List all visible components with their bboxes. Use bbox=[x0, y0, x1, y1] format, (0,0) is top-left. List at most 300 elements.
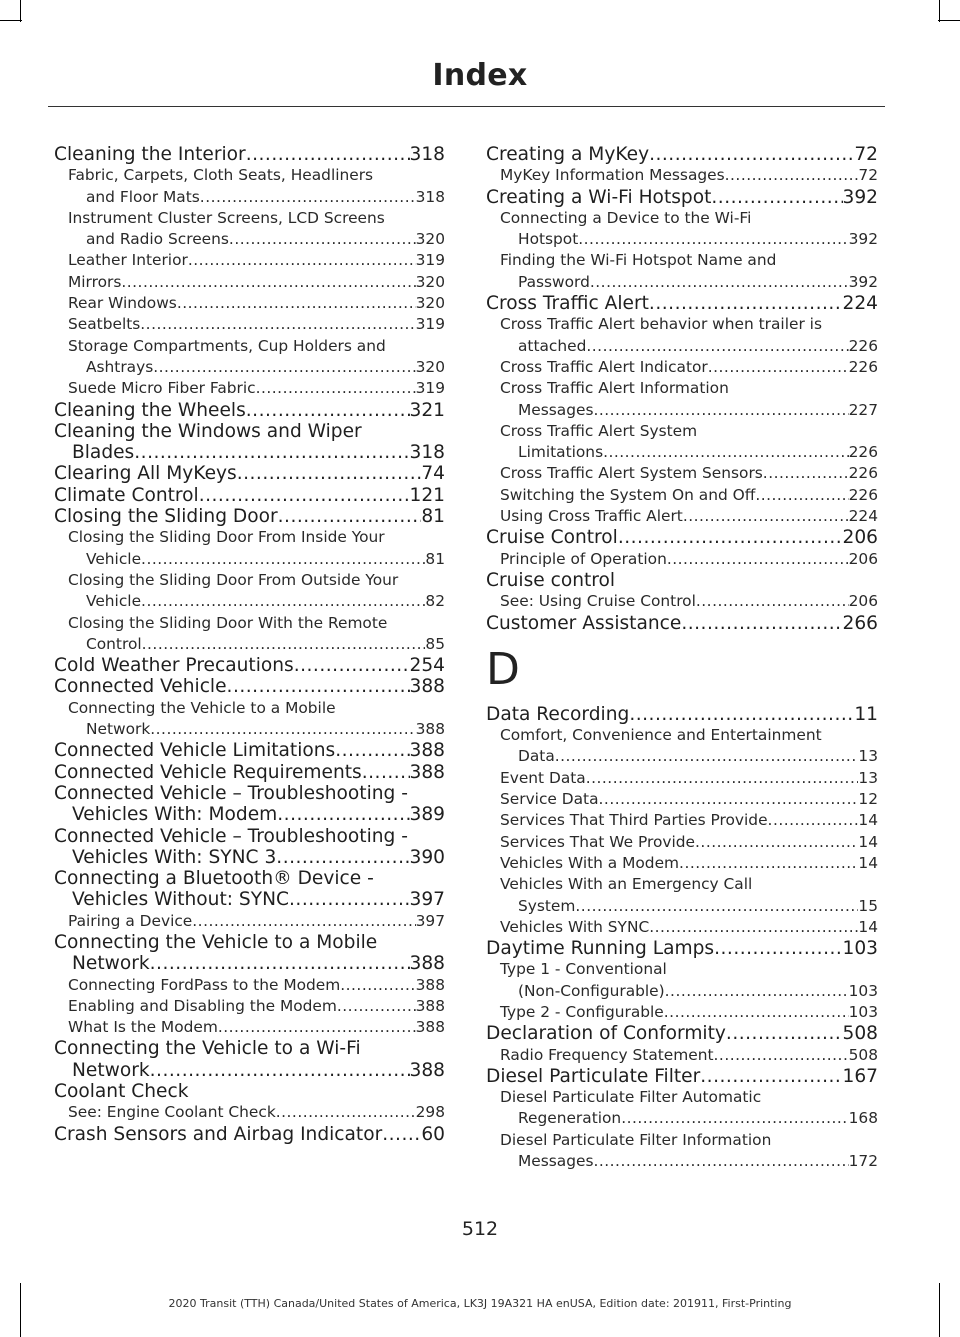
dot-leader bbox=[337, 996, 416, 1017]
dot-leader bbox=[590, 272, 849, 293]
crop-mark-top-right-h bbox=[938, 20, 960, 21]
index-entry-text: Vehicle bbox=[86, 592, 142, 611]
index-subentry bbox=[486, 789, 878, 810]
footer-edition-text: 2020 Transit (TTH) Canada/United States of America, LK3J 19A321 HA enUSA, Edition date: 201911, First-Printing bbox=[168, 1297, 792, 1310]
index-entry-text: Suede Micro Fiber Fabric bbox=[68, 379, 256, 398]
index-page-ref: 388 bbox=[415, 720, 445, 739]
index-entry bbox=[54, 144, 445, 165]
index-entry bbox=[54, 740, 445, 761]
index-page-ref: 81 bbox=[425, 549, 445, 568]
index-page-ref: 103 bbox=[848, 981, 878, 1000]
index-subentry bbox=[486, 810, 878, 831]
dot-leader bbox=[246, 400, 410, 421]
index-page-ref: 206 bbox=[842, 527, 878, 549]
index-entry-text: Vehicles With: SYNC 3 bbox=[72, 846, 277, 868]
index-subentry bbox=[54, 250, 445, 271]
index-page-ref: 226 bbox=[848, 357, 878, 376]
dot-leader bbox=[695, 832, 858, 853]
index-entry-text: Cross Traffic Alert behavior when trailer is bbox=[500, 315, 822, 334]
index-subentry bbox=[486, 959, 878, 1002]
crop-mark-bottom-left bbox=[20, 1283, 21, 1337]
index-page-ref: 508 bbox=[848, 1045, 878, 1064]
index-entry-text: Declaration of Conformity bbox=[486, 1023, 726, 1045]
index-entry-text: Connecting the Vehicle to a Wi-Fi bbox=[54, 1038, 361, 1060]
index-page-ref: 12 bbox=[858, 790, 878, 809]
index-page-ref: 15 bbox=[858, 896, 878, 915]
index-entry-text: Closing the Sliding Door bbox=[54, 506, 278, 528]
dot-leader bbox=[711, 187, 842, 208]
index-entry-text: Switching the System On and Off bbox=[500, 485, 756, 504]
index-page-ref: 320 bbox=[415, 230, 445, 249]
index-subentry bbox=[54, 975, 445, 996]
index-entry bbox=[486, 613, 878, 634]
index-entry-text: Password bbox=[518, 272, 590, 291]
index-entry-text: Clearing All MyKeys bbox=[54, 463, 237, 485]
index-entry-text: Type 2 - Configurable bbox=[500, 1002, 664, 1021]
index-page-ref: 388 bbox=[409, 676, 445, 698]
index-entry-text: Data bbox=[518, 747, 555, 766]
index-entry bbox=[54, 655, 445, 676]
index-entry-text: Blades bbox=[72, 442, 135, 464]
dot-leader bbox=[237, 463, 422, 484]
index-entry-text: Leather Interior bbox=[68, 251, 188, 270]
index-page-ref: 121 bbox=[409, 484, 445, 506]
page-number: 512 bbox=[461, 1218, 499, 1240]
index-entry-text: Messages bbox=[518, 1152, 594, 1171]
index-entry-text: Services That We Provide bbox=[500, 832, 696, 851]
index-subentry bbox=[486, 768, 878, 789]
dot-leader bbox=[188, 250, 416, 271]
index-column-left bbox=[54, 144, 445, 1145]
dot-leader bbox=[649, 293, 843, 314]
dot-leader bbox=[335, 740, 409, 761]
index-subentry bbox=[54, 314, 445, 335]
index-entry bbox=[54, 1124, 445, 1145]
index-page-ref: 167 bbox=[842, 1065, 878, 1087]
dot-leader bbox=[681, 613, 842, 634]
dot-leader bbox=[278, 506, 422, 527]
index-entry-text: Network bbox=[86, 720, 151, 739]
index-page-ref: 321 bbox=[409, 399, 445, 421]
index-entry-text: Service Data bbox=[500, 790, 599, 809]
crop-mark-top-left-h bbox=[0, 20, 22, 21]
index-page-ref: 388 bbox=[415, 996, 445, 1015]
dot-leader bbox=[621, 1108, 848, 1129]
dot-leader bbox=[555, 746, 859, 767]
index-subentry bbox=[54, 1102, 445, 1123]
index-page-ref: 14 bbox=[858, 811, 878, 830]
index-entry-text: Pairing a Device bbox=[68, 911, 193, 930]
index-subentry bbox=[486, 874, 878, 917]
index-subentry bbox=[54, 208, 445, 251]
index-entry-text: Radio Frequency Statement bbox=[500, 1045, 714, 1064]
index-entry-text: Cross Traffic Alert System bbox=[500, 421, 698, 440]
crop-mark-top-left bbox=[20, 0, 21, 22]
index-entry-text: Cross Traffic Alert Information bbox=[500, 379, 729, 398]
index-subentry bbox=[486, 917, 878, 938]
index-entry-text: Cruise control bbox=[486, 569, 616, 591]
dot-leader bbox=[277, 804, 409, 825]
index-page-ref: 81 bbox=[421, 506, 445, 528]
index-entry bbox=[54, 826, 445, 869]
index-page-ref: 397 bbox=[409, 889, 445, 911]
dot-leader bbox=[340, 975, 415, 996]
index-entry bbox=[54, 421, 445, 464]
index-entry-text: Cross Traffic Alert bbox=[486, 293, 649, 315]
dot-leader bbox=[246, 144, 410, 165]
dot-leader bbox=[294, 655, 410, 676]
index-entry-text: Connected Vehicle – Troubleshooting - bbox=[54, 782, 408, 804]
index-entry bbox=[486, 1066, 878, 1087]
index-entry bbox=[54, 463, 445, 484]
index-entry bbox=[54, 506, 445, 527]
dot-leader bbox=[362, 762, 410, 783]
dot-leader bbox=[200, 187, 416, 208]
crop-mark-top-right bbox=[939, 0, 940, 22]
index-entry-text: Hotspot bbox=[518, 230, 579, 249]
dot-leader bbox=[134, 442, 409, 463]
dot-leader bbox=[714, 1045, 849, 1066]
dot-leader bbox=[289, 889, 410, 910]
dot-leader bbox=[768, 810, 859, 831]
index-subentry bbox=[54, 527, 445, 570]
index-page-ref: 72 bbox=[858, 166, 878, 185]
index-subentry bbox=[54, 165, 445, 208]
index-entry-text: Principle of Operation bbox=[500, 549, 667, 568]
index-subentry bbox=[486, 378, 878, 421]
index-entry bbox=[486, 527, 878, 548]
index-subentry bbox=[486, 165, 878, 186]
dot-leader bbox=[649, 144, 854, 165]
index-entry-text: Event Data bbox=[500, 768, 586, 787]
index-entry-text: Cleaning the Windows and Wiper bbox=[54, 420, 362, 442]
dot-leader bbox=[603, 442, 849, 463]
index-page-ref: 85 bbox=[425, 634, 445, 653]
index-page-ref: 72 bbox=[854, 144, 878, 165]
dot-leader bbox=[141, 591, 425, 612]
index-entry-text: Vehicles With: Modem bbox=[72, 804, 278, 826]
index-entry-text: Fabric, Carpets, Cloth Seats, Headliners bbox=[68, 166, 374, 185]
index-entry bbox=[54, 783, 445, 826]
index-page-ref: 389 bbox=[409, 804, 445, 826]
index-entry-text: Connected Vehicle bbox=[54, 676, 227, 698]
index-entry-text: Closing the Sliding Door From Inside Your bbox=[68, 528, 385, 547]
index-entry-text: Connecting a Device to the Wi-Fi bbox=[500, 208, 752, 227]
index-entry bbox=[486, 938, 878, 959]
dot-leader bbox=[593, 400, 848, 421]
index-entry-text: Connected Vehicle Requirements bbox=[54, 761, 362, 783]
dot-leader bbox=[725, 165, 859, 186]
dot-leader bbox=[683, 506, 849, 527]
index-entry-text: Diesel Particulate Filter Information bbox=[500, 1130, 772, 1149]
index-page-ref: 392 bbox=[842, 186, 878, 208]
index-entry-text: Coolant Check bbox=[54, 1081, 189, 1103]
index-entry-text: Vehicles With SYNC bbox=[500, 917, 650, 936]
index-page-ref: 13 bbox=[858, 768, 878, 787]
index-page-ref: 227 bbox=[848, 400, 878, 419]
index-entry-text: Creating a Wi-Fi Hotspot bbox=[486, 186, 712, 208]
index-entry bbox=[486, 1023, 878, 1044]
dot-leader bbox=[696, 591, 849, 612]
index-entry-text: Cross Traffic Alert Indicator bbox=[500, 357, 708, 376]
index-entry-text: Vehicle bbox=[86, 549, 142, 568]
dot-leader bbox=[629, 704, 854, 725]
index-section-letter: D bbox=[486, 643, 520, 695]
dot-leader bbox=[150, 719, 415, 740]
index-subentry bbox=[486, 1002, 878, 1023]
index-entry-text: What Is the Modem bbox=[68, 1018, 218, 1037]
index-subentry bbox=[486, 421, 878, 464]
dot-leader bbox=[150, 953, 410, 974]
index-subentry bbox=[54, 911, 445, 932]
index-entry-text: Vehicles Without: SYNC bbox=[72, 889, 289, 911]
index-entry-text: Finding the Wi-Fi Hotspot Name and bbox=[500, 251, 777, 270]
index-entry-text: Services That Third Parties Provide bbox=[500, 811, 768, 830]
index-subentry bbox=[486, 463, 878, 484]
index-entry-text: Connected Vehicle Limitations bbox=[54, 740, 336, 762]
dot-leader bbox=[142, 634, 426, 655]
index-entry-text: Closing the Sliding Door From Outside Your bbox=[68, 570, 399, 589]
index-page-ref: 320 bbox=[415, 357, 445, 376]
dot-leader bbox=[726, 1023, 843, 1044]
index-subentry bbox=[54, 1017, 445, 1038]
dot-leader bbox=[141, 549, 425, 570]
dot-leader bbox=[763, 463, 849, 484]
index-entry-text: Cleaning the Interior bbox=[54, 144, 246, 165]
index-column-right bbox=[486, 144, 878, 1172]
index-entry-text: Daytime Running Lamps bbox=[486, 938, 715, 960]
index-entry-text: Crash Sensors and Airbag Indicator bbox=[54, 1123, 383, 1145]
dot-leader bbox=[665, 981, 849, 1002]
index-entry-text: Creating a MyKey bbox=[486, 144, 650, 165]
index-entry-text: Control bbox=[86, 634, 142, 653]
dot-leader bbox=[755, 485, 848, 506]
dot-leader bbox=[618, 527, 843, 548]
index-page-ref: 319 bbox=[415, 379, 445, 398]
index-page-ref: 298 bbox=[415, 1103, 445, 1122]
index-entry-text: Mirrors bbox=[68, 272, 122, 291]
index-entry bbox=[54, 762, 445, 783]
index-entry-text: Network bbox=[72, 953, 150, 975]
index-entry-text: Storage Compartments, Cup Holders and bbox=[68, 336, 386, 355]
index-page-ref: 388 bbox=[409, 953, 445, 975]
index-entry bbox=[54, 932, 445, 975]
index-page-ref: 392 bbox=[848, 272, 878, 291]
index-entry-text: Vehicles With a Modem bbox=[500, 853, 680, 872]
index-entry-text: Diesel Particulate Filter bbox=[486, 1065, 701, 1087]
crop-mark-bottom-right bbox=[939, 1283, 940, 1337]
index-page-ref: 388 bbox=[415, 975, 445, 994]
index-page-ref: 168 bbox=[848, 1109, 878, 1128]
index-subentry bbox=[486, 591, 878, 612]
index-entry-text: Seatbelts bbox=[68, 315, 141, 334]
dot-leader bbox=[276, 1102, 416, 1123]
index-page-ref: 226 bbox=[848, 485, 878, 504]
index-entry-text: Cross Traffic Alert System Sensors bbox=[500, 464, 763, 483]
index-entry bbox=[486, 187, 878, 208]
dot-leader bbox=[649, 917, 858, 938]
index-subentry bbox=[486, 314, 878, 357]
index-entry-text: Network bbox=[72, 1059, 150, 1081]
header-rule bbox=[48, 106, 885, 107]
index-subentry bbox=[486, 1087, 878, 1130]
index-page-ref: 319 bbox=[415, 251, 445, 270]
dot-leader bbox=[276, 847, 409, 868]
index-entry-text: Customer Assistance bbox=[486, 612, 682, 634]
index-page-ref: 392 bbox=[848, 230, 878, 249]
dot-leader bbox=[153, 357, 415, 378]
index-subentry bbox=[54, 613, 445, 656]
index-page-ref: 388 bbox=[409, 761, 445, 783]
dot-leader bbox=[586, 768, 859, 789]
index-subentry bbox=[486, 1130, 878, 1173]
index-entry bbox=[486, 144, 878, 165]
dot-leader bbox=[575, 896, 858, 917]
dot-leader bbox=[177, 293, 416, 314]
index-page-ref: 14 bbox=[858, 917, 878, 936]
index-entry-text: Cruise Control bbox=[486, 527, 618, 549]
dot-leader bbox=[150, 1060, 410, 1081]
dot-leader bbox=[599, 789, 859, 810]
index-subentry bbox=[486, 725, 878, 768]
dot-leader bbox=[700, 1066, 842, 1087]
index-entry-text: See: Using Cruise Control bbox=[500, 592, 696, 611]
index-entry-text: Vehicles With an Emergency Call bbox=[500, 875, 753, 894]
index-page-ref: 508 bbox=[842, 1023, 878, 1045]
index-page-ref: 60 bbox=[421, 1123, 445, 1145]
index-page-ref: 74 bbox=[421, 463, 445, 485]
index-entry-text: (Non-Configurable) bbox=[518, 981, 665, 1000]
dot-leader bbox=[708, 357, 849, 378]
dot-leader bbox=[121, 272, 415, 293]
index-entry-text: attached bbox=[518, 336, 587, 355]
index-entry bbox=[54, 400, 445, 421]
index-entry-text: Cleaning the Wheels bbox=[54, 399, 246, 421]
index-entry-text: Type 1 - Conventional bbox=[500, 960, 667, 979]
index-entry bbox=[54, 1081, 445, 1102]
index-entry-text: Connecting the Vehicle to a Mobile bbox=[68, 698, 336, 717]
index-page-ref: 226 bbox=[848, 336, 878, 355]
index-subentry bbox=[54, 336, 445, 379]
index-page-ref: 14 bbox=[858, 832, 878, 851]
index-subentry bbox=[486, 357, 878, 378]
index-page-ref: 266 bbox=[842, 612, 878, 634]
dot-leader bbox=[586, 336, 848, 357]
index-entry bbox=[486, 570, 878, 591]
index-subentry bbox=[486, 853, 878, 874]
dot-leader bbox=[256, 378, 416, 399]
index-entry-text: Cold Weather Precautions bbox=[54, 655, 294, 677]
index-page-ref: 388 bbox=[415, 1018, 445, 1037]
index-subentry bbox=[54, 570, 445, 613]
index-subentry bbox=[54, 378, 445, 399]
index-entry-text: Ashtrays bbox=[86, 357, 154, 376]
index-entry-text: Connecting the Vehicle to a Mobile bbox=[54, 931, 378, 953]
index-entry-text: Connected Vehicle – Troubleshooting - bbox=[54, 825, 408, 847]
index-page-ref: 397 bbox=[415, 911, 445, 930]
page-title: Index bbox=[432, 58, 528, 93]
index-page-ref: 318 bbox=[409, 144, 445, 165]
index-entry-text: and Floor Mats bbox=[86, 187, 200, 206]
index-entry-text: Instrument Cluster Screens, LCD Screens bbox=[68, 208, 385, 227]
index-subentry bbox=[486, 485, 878, 506]
index-page-ref: 172 bbox=[848, 1152, 878, 1171]
index-entry-text: MyKey Information Messages bbox=[500, 166, 725, 185]
index-entry bbox=[54, 676, 445, 697]
index-entry-text: Closing the Sliding Door With the Remote bbox=[68, 613, 388, 632]
index-entry-text: Data Recording bbox=[486, 703, 630, 725]
index-entry-text: Connecting FordPass to the Modem bbox=[68, 975, 341, 994]
index-page-ref: 206 bbox=[848, 549, 878, 568]
dot-leader bbox=[714, 938, 842, 959]
dot-leader bbox=[227, 676, 410, 697]
index-subentry bbox=[486, 832, 878, 853]
index-entry bbox=[54, 868, 445, 911]
index-subentry bbox=[54, 293, 445, 314]
index-page-ref: 318 bbox=[409, 442, 445, 464]
index-subentry bbox=[486, 208, 878, 251]
index-page-ref: 388 bbox=[409, 1059, 445, 1081]
index-page-ref: 320 bbox=[415, 294, 445, 313]
dot-leader bbox=[679, 853, 858, 874]
index-entry bbox=[486, 704, 878, 725]
index-page-ref: 13 bbox=[858, 747, 878, 766]
index-page-ref: 82 bbox=[425, 592, 445, 611]
dot-leader bbox=[593, 1151, 848, 1172]
index-entry-text: and Radio Screens bbox=[86, 230, 229, 249]
index-page-ref: 224 bbox=[842, 293, 878, 315]
dot-leader bbox=[664, 1002, 849, 1023]
dot-leader bbox=[199, 485, 410, 506]
dot-leader bbox=[192, 911, 415, 932]
index-entry bbox=[54, 485, 445, 506]
index-entry-text: Messages bbox=[518, 400, 594, 419]
index-page-ref: 103 bbox=[848, 1002, 878, 1021]
index-page-ref: 318 bbox=[415, 187, 445, 206]
index-page-ref: 14 bbox=[858, 853, 878, 872]
index-page-ref: 226 bbox=[848, 443, 878, 462]
index-page-ref: 224 bbox=[848, 507, 878, 526]
index-entry-text: Limitations bbox=[518, 443, 604, 462]
index-entry bbox=[54, 1038, 445, 1081]
dot-leader bbox=[229, 229, 416, 250]
index-page-ref: 320 bbox=[415, 272, 445, 291]
dot-leader bbox=[140, 314, 415, 335]
index-subentry bbox=[54, 272, 445, 293]
index-entry-text: System bbox=[518, 896, 576, 915]
index-subentry bbox=[54, 996, 445, 1017]
index-page-ref: 388 bbox=[409, 740, 445, 762]
index-page-ref: 103 bbox=[842, 938, 878, 960]
index-entry-text: Diesel Particulate Filter Automatic bbox=[500, 1088, 762, 1107]
dot-leader bbox=[218, 1017, 416, 1038]
index-entry-text: Comfort, Convenience and Entertainment bbox=[500, 726, 822, 745]
index-entry-text: Climate Control bbox=[54, 484, 199, 506]
dot-leader bbox=[667, 549, 849, 570]
index-subentry bbox=[486, 506, 878, 527]
index-entry-text: See: Engine Coolant Check bbox=[68, 1103, 276, 1122]
index-subentry bbox=[486, 1045, 878, 1066]
index-subentry bbox=[54, 698, 445, 741]
index-page-ref: 226 bbox=[848, 464, 878, 483]
index-page-ref: 319 bbox=[415, 315, 445, 334]
index-page-ref: 11 bbox=[854, 703, 878, 725]
index-page-ref: 206 bbox=[848, 592, 878, 611]
index-subentry bbox=[486, 250, 878, 293]
index-entry-text: Enabling and Disabling the Modem bbox=[68, 996, 337, 1015]
index-entry-text: Using Cross Traffic Alert bbox=[500, 507, 683, 526]
index-entry bbox=[486, 293, 878, 314]
